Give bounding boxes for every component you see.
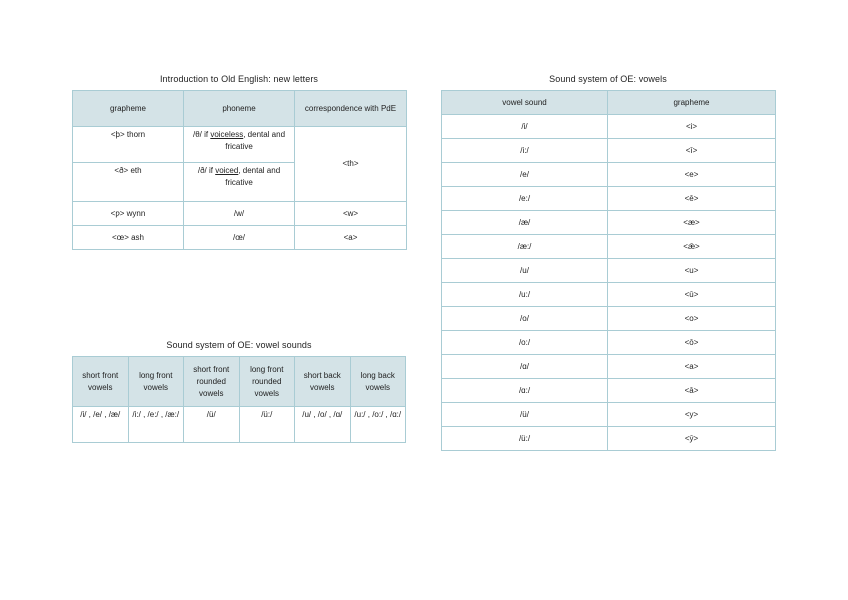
vowel-row (442, 163, 776, 187)
vowel-sound-cell: /o:/ (442, 331, 608, 355)
cell-wynn-correspondence: <w> (295, 202, 407, 226)
vowel-row (442, 307, 776, 331)
new-letters-title: Introduction to Old English: new letters (159, 74, 319, 84)
vowel-sound-cell: /ü/ (442, 403, 608, 427)
value-long-front: /i:/ , /e:/ , /æ:/ (128, 407, 184, 443)
grapheme-cell: <ā> (608, 379, 776, 403)
vowel-sound-cell: /e:/ (442, 187, 608, 211)
header-long-front: long front vowels (128, 357, 184, 407)
eth-suffix: , dental and fricative (225, 166, 281, 187)
cell-wynn-phoneme: /w/ (184, 202, 295, 226)
grapheme-cell: <æ> (608, 211, 776, 235)
cell-theta-phoneme (184, 127, 295, 163)
vowel-sound-cell: /i:/ (442, 139, 608, 163)
cell-ash-correspondence: <a> (295, 226, 407, 250)
vowel-sound-cell: /e/ (442, 163, 608, 187)
grapheme-cell: <a> (608, 355, 776, 379)
vowel-sound-cell: /o/ (442, 307, 608, 331)
vowels-body (442, 115, 776, 451)
vowel-row (442, 211, 776, 235)
cell-ash: <œ> ash (73, 226, 184, 250)
grapheme-cell: <u> (608, 259, 776, 283)
cell-th-correspondence: <th> (295, 127, 407, 202)
grapheme-cell: <e> (608, 163, 776, 187)
header-short-back: short back vowels (295, 357, 351, 407)
header-short-front-rounded: short front rounded vowels (184, 357, 240, 407)
vowel-sound-cell: /u:/ (442, 283, 608, 307)
vowel-sounds-title: Sound system of OE: vowel sounds (166, 340, 312, 350)
cell-eth: <ð> eth (73, 163, 184, 202)
grapheme-cell: <ū> (608, 283, 776, 307)
vowels-title: Sound system of OE: vowels (549, 74, 667, 84)
vowel-row (442, 235, 776, 259)
vowel-sound-cell: /ü:/ (442, 427, 608, 451)
grapheme-cell: <ī> (608, 139, 776, 163)
vowel-row (442, 331, 776, 355)
grapheme-cell: <o> (608, 307, 776, 331)
vowel-sound-cell: /æ/ (442, 211, 608, 235)
value-short-back: /u/ , /o/ , /ɑ/ (295, 407, 351, 443)
theta-voiceless: voiceless (210, 130, 244, 139)
header-long-back: long back vowels (350, 357, 406, 407)
value-long-back: /u:/ , /o:/ , /ɑ:/ (350, 407, 406, 443)
vowels-table (441, 90, 776, 451)
vowels-section (441, 74, 775, 451)
grapheme-cell: <ō> (608, 331, 776, 355)
header-short-front: short front vowels (73, 357, 129, 407)
theta-suffix: , dental and fricative (225, 130, 286, 151)
vowel-row (442, 115, 776, 139)
value-short-front-rounded: /ü/ (184, 407, 240, 443)
grapheme-cell: <i> (608, 115, 776, 139)
new-letters-section (72, 74, 406, 250)
eth-prefix: /ð/ if (197, 166, 216, 175)
value-long-front-rounded: /ü:/ (239, 407, 295, 443)
vowel-sound-cell: /i/ (442, 115, 608, 139)
vowel-sounds-section (72, 340, 406, 443)
vowel-row (442, 283, 776, 307)
vowel-sounds-table (72, 356, 406, 443)
vowel-row (442, 355, 776, 379)
eth-voiced: voiced (215, 166, 239, 175)
cell-eth-phoneme (184, 163, 295, 202)
vowel-row (442, 139, 776, 163)
vowel-sound-cell: /ɑ:/ (442, 379, 608, 403)
value-short-front: /i/ , /e/ , /æ/ (73, 407, 129, 443)
header-grapheme: grapheme (73, 91, 184, 127)
vowel-row (442, 403, 776, 427)
grapheme-cell: <ǣ> (608, 235, 776, 259)
vowel-row (442, 379, 776, 403)
vowel-sound-cell: /æ:/ (442, 235, 608, 259)
cell-ash-phoneme: /œ/ (184, 226, 295, 250)
header-phoneme: phoneme (184, 91, 295, 127)
theta-prefix: /θ/ if (192, 130, 211, 139)
header-correspondence: correspondence with PdE (295, 91, 407, 127)
header-grapheme: grapheme (608, 91, 776, 115)
header-long-front-rounded: long front rounded vowels (239, 357, 295, 407)
grapheme-cell: <ȳ> (608, 427, 776, 451)
new-letters-table (72, 90, 407, 250)
vowel-row (442, 259, 776, 283)
vowel-row (442, 187, 776, 211)
header-vowel-sound: vowel sound (442, 91, 608, 115)
cell-wynn: <ƿ> wynn (73, 202, 184, 226)
cell-thorn: <þ> thorn (73, 127, 184, 163)
grapheme-cell: <ē> (608, 187, 776, 211)
vowel-sound-cell: /u/ (442, 259, 608, 283)
grapheme-cell: <y> (608, 403, 776, 427)
vowel-row (442, 427, 776, 451)
vowel-sound-cell: /ɑ/ (442, 355, 608, 379)
